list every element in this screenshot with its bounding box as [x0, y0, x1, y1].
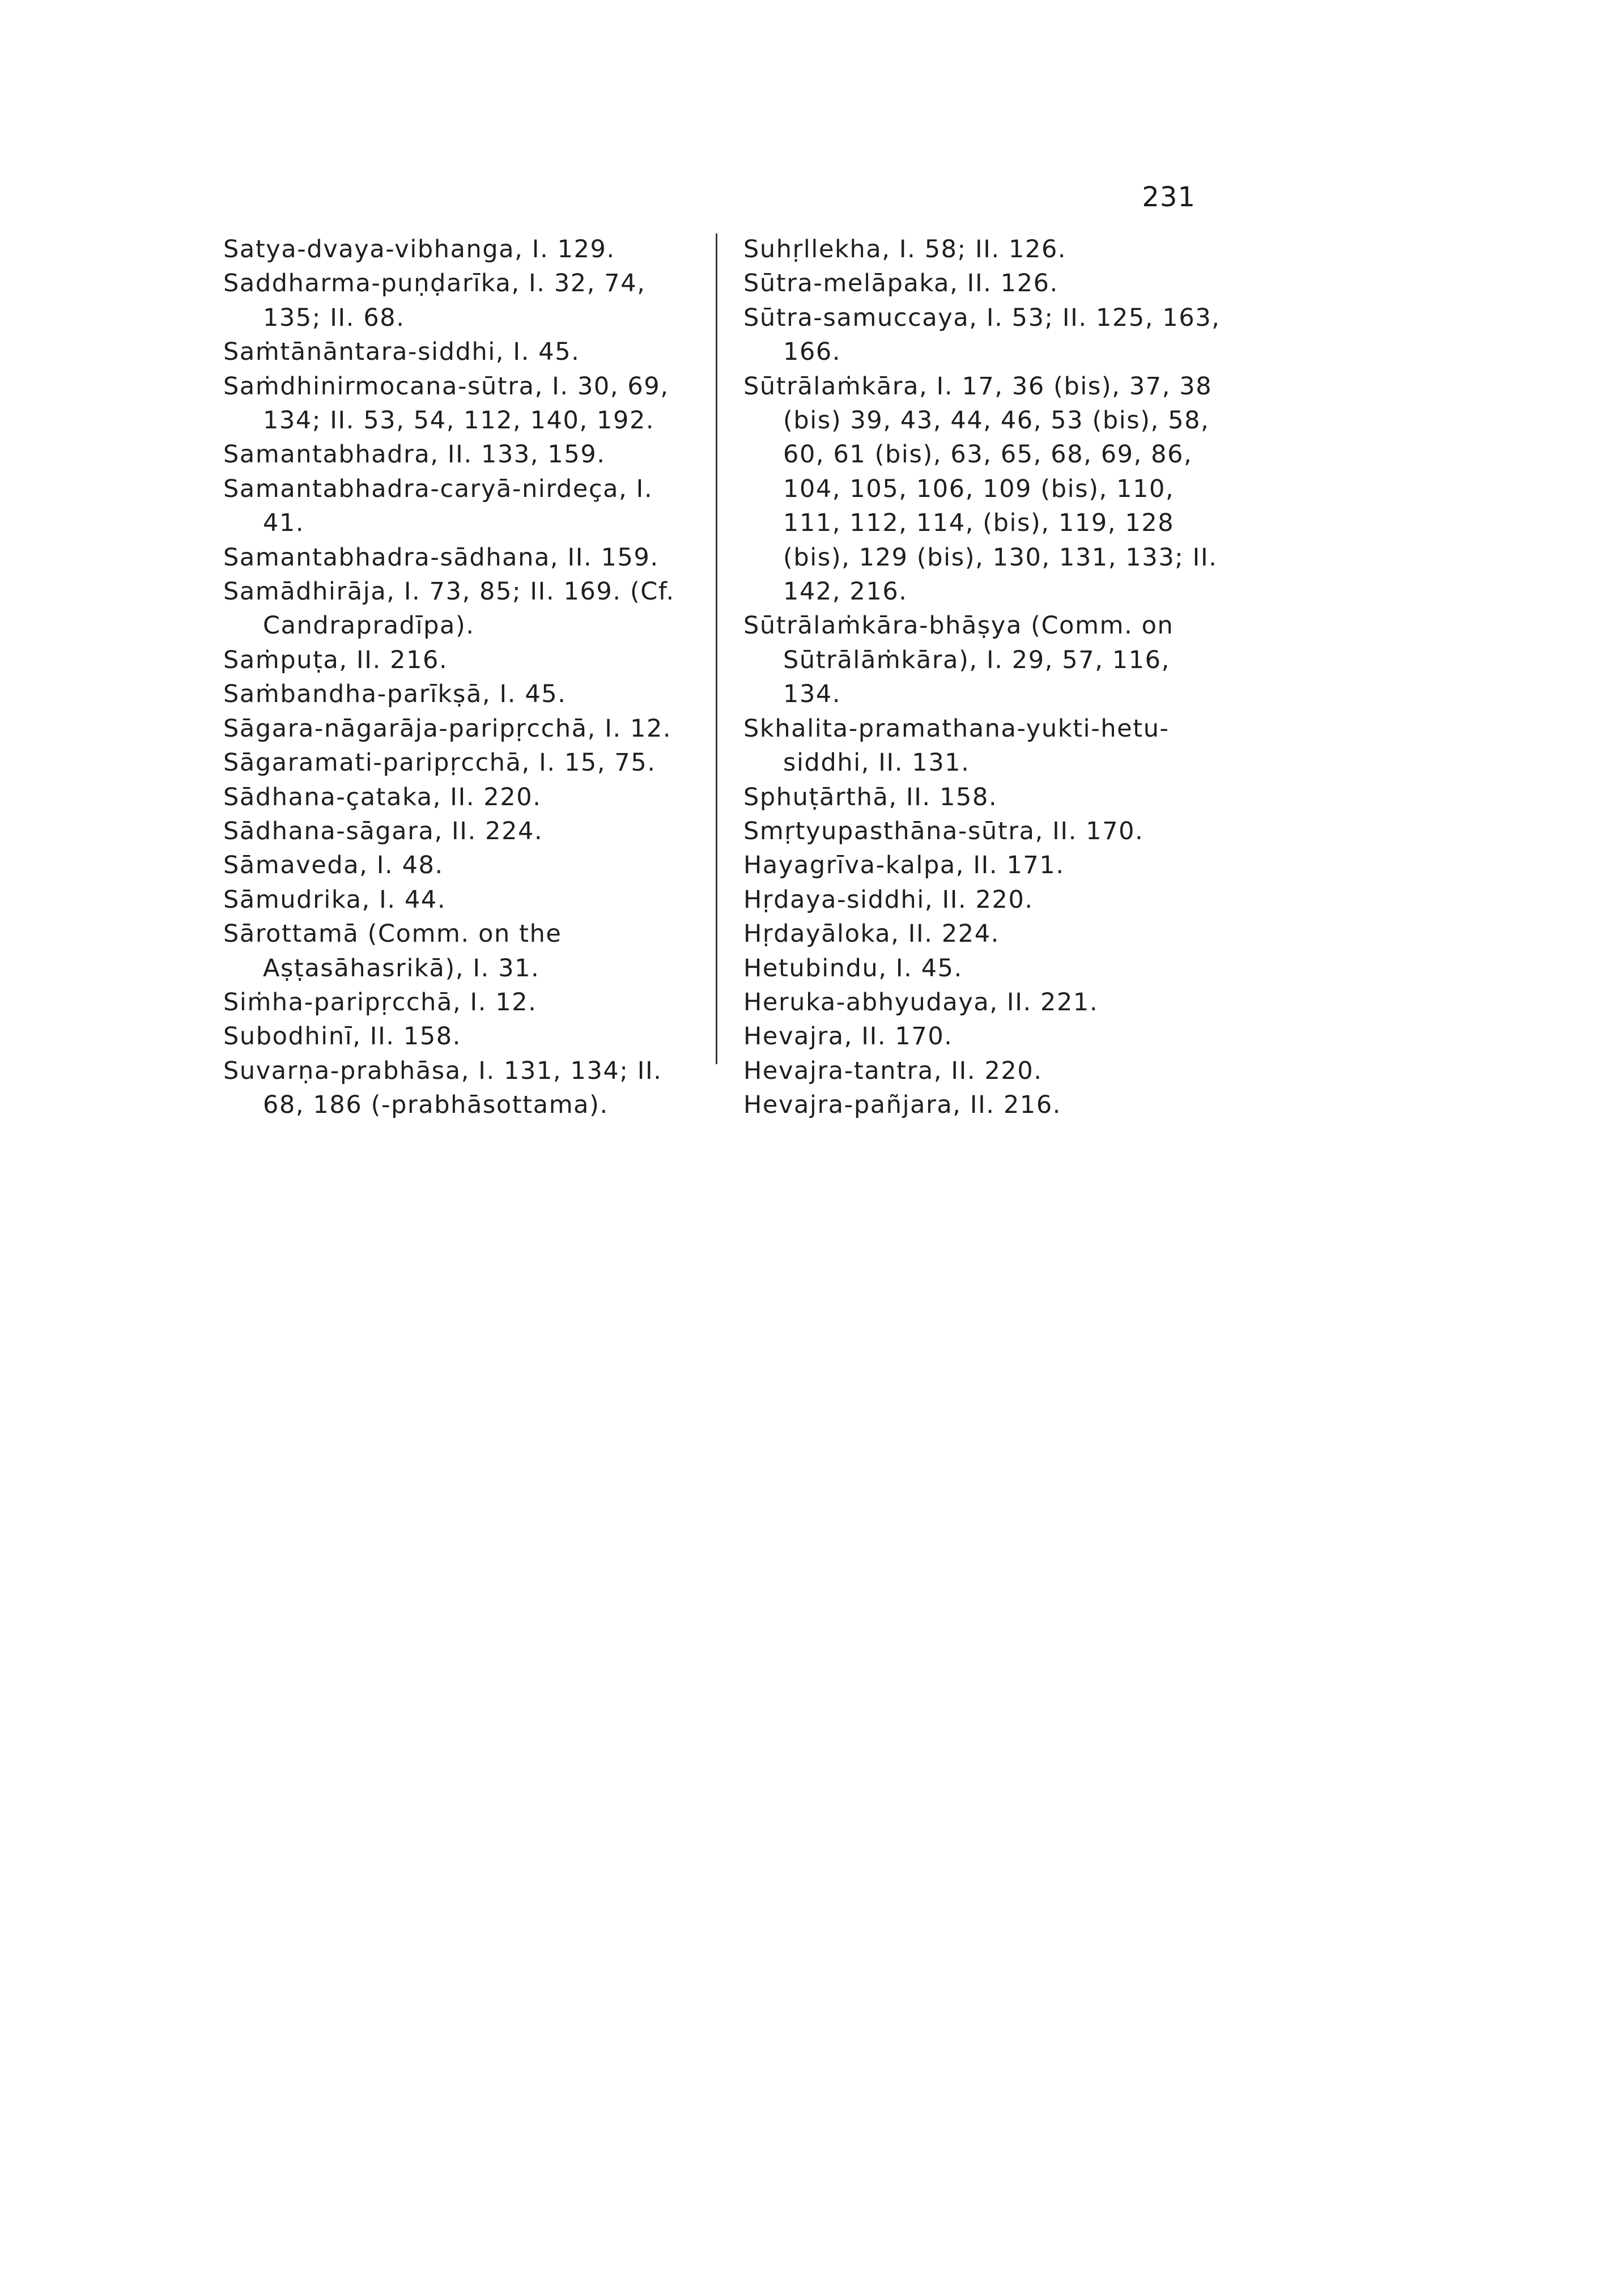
index-entry: Sārottamā (Comm. on the Aṣṭasāhasrikā), I. 31. [223, 920, 562, 983]
index-entry: Siṁha-paripṛcchā, I. 12. [223, 988, 537, 1017]
index-entry: Heruka-abhyudaya, II. 221. [743, 988, 1099, 1017]
index-entry: Skhalita-pramathana-yukti-hetu-siddhi, II. 131. [743, 714, 1170, 777]
index-entry: Sāmudrika, I. 44. [223, 885, 447, 914]
index-entry: Smṛtyupasthāna-sūtra, II. 170. [743, 817, 1144, 845]
index-entry: Saṁpuṭa, II. 216. [223, 645, 448, 674]
index-entry: Sāgara-nāgarāja-paripṛcchā, I. 12. [223, 714, 672, 743]
index-entry: Sāgaramati-paripṛcchā, I. 15, 75. [223, 749, 656, 777]
index-entry: Hayagrīva-kalpa, II. 171. [743, 851, 1065, 880]
index-entry: Sūtrālaṁkāra-bhāṣya (Comm. on Sūtrālāṁkāra), I. 29, 57, 116, 134. [743, 611, 1174, 709]
index-entry: Saṁbandha-parīkṣā, I. 45. [223, 680, 567, 709]
index-entry: Samādhirāja, I. 73, 85; II. 169. (Cf. Candrapradīpa). [223, 577, 675, 640]
index-entry: Samantabhadra-sādhana, II. 159. [223, 543, 659, 572]
index-entry: Saddharma-puṇḍarīka, I. 32, 74, 135; II. 68. [223, 269, 646, 332]
index-entry: Sādhana-çataka, II. 220. [223, 783, 542, 811]
index-column-left [223, 232, 699, 1123]
index-entry: Suvarṇa-prabhāsa, I. 131, 134; II. 68, 186 (-prabhāsottama). [223, 1056, 662, 1120]
index-entry: Samantabhadra-caryā-nirdeça, I. 41. [223, 474, 653, 538]
index-entry: Sāmaveda, I. 48. [223, 851, 444, 880]
index-entry: Saṁdhinirmocana-sūtra, I. 30, 69, 134; II. 53, 54, 112, 140, 192. [223, 372, 669, 435]
index-entry: Sūtrālaṁkāra, I. 17, 36 (bis), 37, 38 (bis) 39, 43, 44, 46, 53 (bis), 58, 60, 61 (bis), 63, 65, 68, 69, 86, 104, 105, 106, 109 (bis), 110, 111, 112, 114, (bis), 119, 128 (bis), 129 (bis), 130, 131, 133; II. 142, 216. [743, 372, 1218, 606]
page-number: 231 [1142, 181, 1196, 213]
index-column-right [743, 232, 1221, 1123]
index-entry: Samantabhadra, II. 133, 159. [223, 440, 606, 469]
index-entry: Hetubindu, I. 45. [743, 954, 963, 983]
index-entry: Saṁtānāntara-siddhi, I. 45. [223, 338, 580, 367]
index-entry: Suhṛllekha, I. 58; II. 126. [743, 235, 1067, 263]
index-entry: Sūtra-melāpaka, II. 126. [743, 269, 1058, 298]
index-entry: Hṛdaya-siddhi, II. 220. [743, 885, 1034, 914]
index-entry: Hevajra-pañjara, II. 216. [743, 1091, 1062, 1120]
index-entry: Hevajra, II. 170. [743, 1022, 953, 1051]
index-entry: Sādhana-sāgara, II. 224. [223, 817, 543, 845]
index-entry: Hṛdayāloka, II. 224. [743, 920, 1000, 949]
index-entry: Sphuṭārthā, II. 158. [743, 783, 998, 811]
index-entry: Hevajra-tantra, II. 220. [743, 1056, 1043, 1085]
column-divider [716, 233, 717, 1064]
index-entry: Subodhinī, II. 158. [223, 1022, 462, 1051]
index-entry: Sūtra-samuccaya, I. 53; II. 125, 163, 166. [743, 303, 1221, 367]
index-entry: Satya-dvaya-vibhanga, I. 129. [223, 235, 615, 263]
